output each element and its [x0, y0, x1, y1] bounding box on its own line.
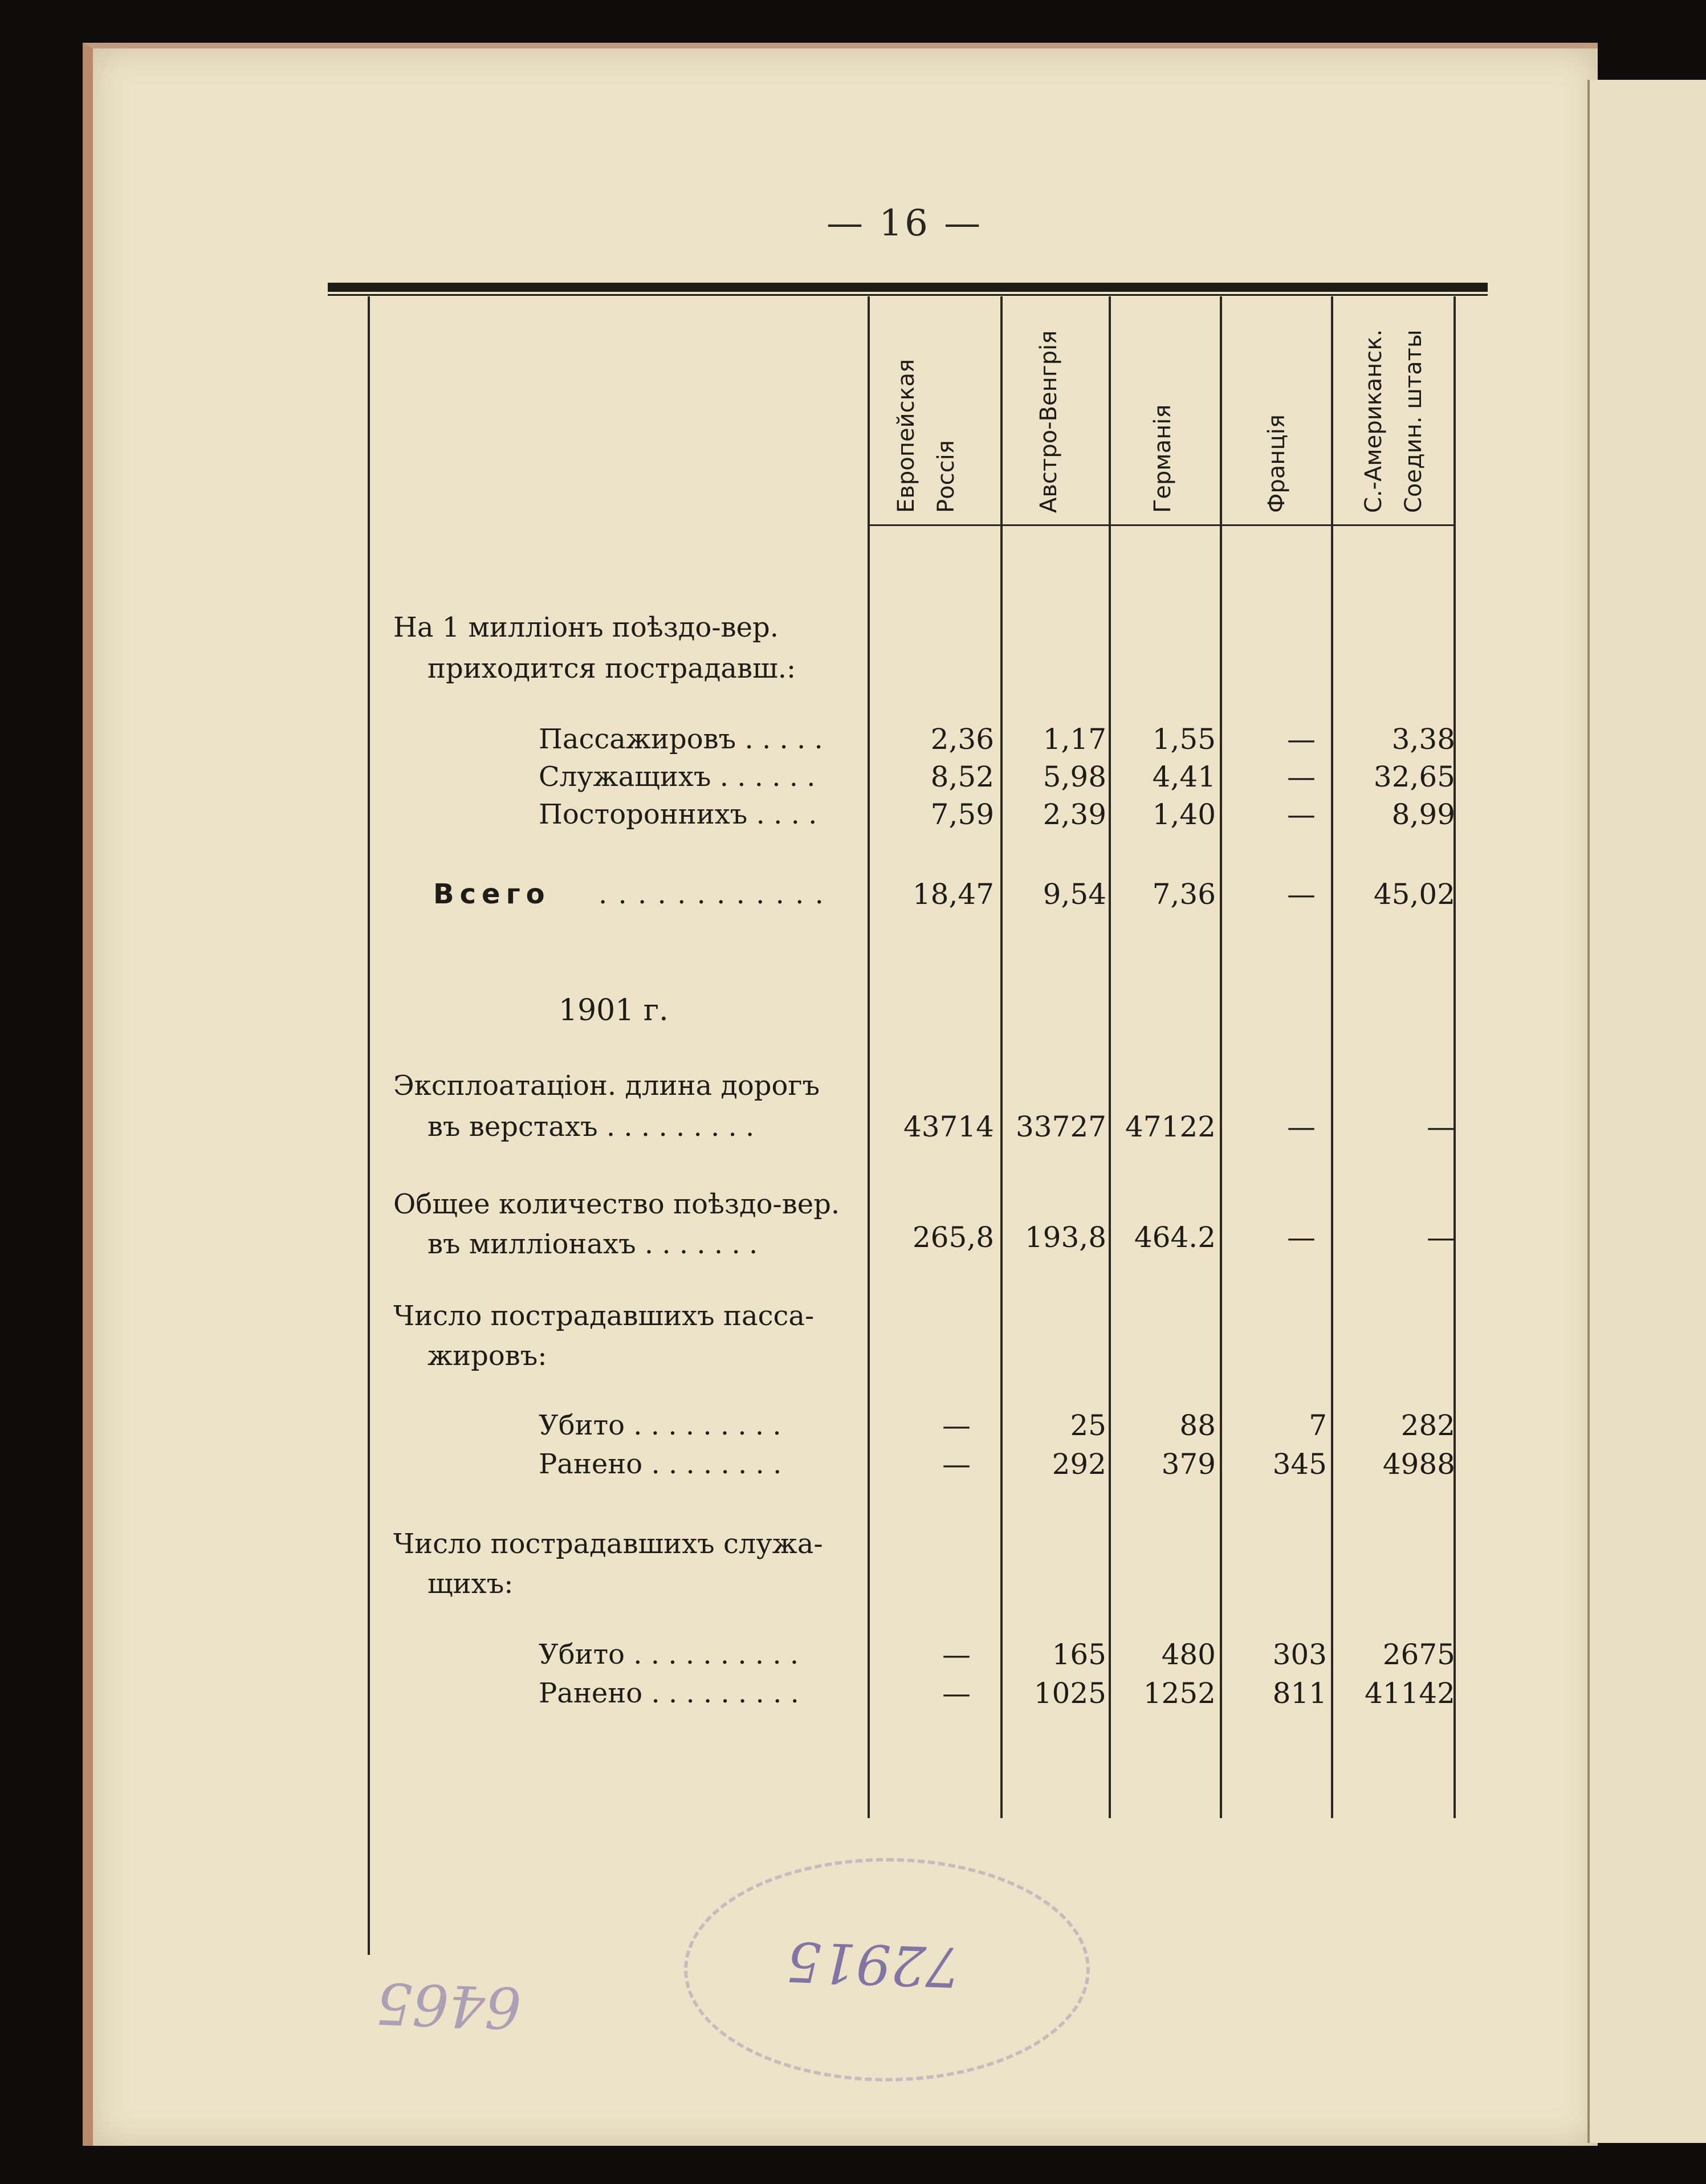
train-versts-label-line1: Общее количество поѣздо-вер.: [393, 1188, 840, 1220]
table-cell: 88: [1179, 1409, 1216, 1442]
table-cell: 8,52: [930, 760, 994, 793]
table-cell: —: [1287, 1221, 1316, 1254]
table-cell: 9,54: [1043, 878, 1106, 911]
passengers-wounded-label: Ранено . . . . . . . .: [539, 1448, 782, 1480]
inventory-mark: 6465: [375, 1969, 523, 2042]
table-cell: —: [942, 1638, 971, 1671]
library-stamp-number: 72915: [785, 1929, 962, 1999]
table-cell: 25: [1070, 1409, 1106, 1442]
table-cell: 5,98: [1043, 760, 1106, 793]
table-cell: 45,02: [1373, 878, 1455, 911]
table-cell: 3,38: [1391, 723, 1455, 756]
total-dots: . . . . . . . . . . . .: [598, 878, 825, 910]
table-cell: —: [1287, 760, 1316, 793]
column-header-united-states: С.-Американск. Соедин. штаты: [1361, 329, 1427, 513]
table-cell: 1,40: [1152, 798, 1216, 831]
table-cell: 379: [1161, 1448, 1216, 1481]
table-cell: 7,59: [930, 798, 994, 831]
section1-heading-line2: приходится пострадавш.:: [427, 653, 796, 684]
table-cell: 292: [1052, 1448, 1106, 1481]
table-left-border: [368, 296, 370, 1955]
total-label: Всего: [433, 878, 551, 910]
table-cell: 32,65: [1373, 760, 1455, 793]
table-cell: 480: [1161, 1638, 1216, 1671]
column-header-austria-hungary: Австро-Венгрія: [1036, 330, 1062, 513]
employees-heading-line1: Число пострадавшихъ служа-: [393, 1528, 823, 1560]
column-header-germany: Германія: [1150, 404, 1176, 513]
table-cell: 1252: [1143, 1677, 1216, 1710]
table-cell: 1,17: [1043, 723, 1106, 756]
table-cell: 345: [1272, 1448, 1327, 1481]
table-cell: 811: [1272, 1677, 1327, 1710]
table-cell: 1025: [1033, 1677, 1106, 1710]
passengers-heading-line1: Число пострадавшихъ пасса-: [393, 1300, 815, 1332]
table-cell: —: [942, 1448, 971, 1481]
table-cell: —: [1287, 798, 1316, 831]
train-versts-label-line2: въ милліонахъ . . . . . . .: [427, 1228, 758, 1260]
table-cell: —: [942, 1409, 971, 1442]
table-cell: 47122: [1125, 1110, 1216, 1143]
table-cell: 193,8: [1024, 1221, 1106, 1254]
table-cell: 2,36: [930, 723, 994, 756]
table-cell: 33727: [1015, 1110, 1106, 1143]
row-label-employees: Служащихъ . . . . . .: [539, 761, 816, 793]
employees-wounded-label: Ранено . . . . . . . . .: [539, 1677, 799, 1709]
passengers-heading-line2: жировъ:: [427, 1340, 547, 1372]
table-cell: 8,99: [1391, 798, 1455, 831]
column-header-european-russia: Европейская Россія: [893, 358, 959, 513]
page-number: — 16 —: [826, 202, 983, 245]
table-cell: —: [1287, 878, 1316, 911]
table-cell: 265,8: [912, 1221, 994, 1254]
table-cell: —: [1287, 723, 1316, 756]
table-cell: 2675: [1382, 1638, 1455, 1671]
table-cell: —: [942, 1677, 971, 1710]
employees-killed-label: Убито . . . . . . . . . .: [539, 1639, 799, 1670]
year-heading: 1901 г.: [559, 993, 669, 1028]
table-cell: 282: [1400, 1409, 1455, 1442]
length-label-line1: Эксплоатаціон. длина дорогъ: [393, 1070, 820, 1102]
table-cell: 4,41: [1152, 760, 1216, 793]
table-cell: 4988: [1382, 1448, 1455, 1481]
table-cell: 18,47: [912, 878, 994, 911]
employees-heading-line2: щихъ:: [427, 1568, 514, 1600]
table-cell: 165: [1052, 1638, 1106, 1671]
table-cell: 41142: [1364, 1677, 1455, 1710]
facing-page-edge: [1587, 80, 1706, 2143]
length-label-line2: въ верстахъ . . . . . . . . .: [427, 1111, 755, 1143]
section1-heading-line1: На 1 милліонъ поѣздо-вер.: [393, 612, 779, 643]
table-cell: 464.2: [1134, 1221, 1216, 1254]
row-label-outsiders: Постороннихъ . . . .: [539, 798, 817, 830]
table-cell: 7: [1309, 1409, 1327, 1442]
row-label-passengers: Пассажировъ . . . . .: [539, 723, 823, 755]
passengers-killed-label: Убито . . . . . . . . .: [539, 1409, 781, 1441]
table-cell: 1,55: [1152, 723, 1216, 756]
table-cell: —: [1427, 1221, 1455, 1254]
table-cell: 2,39: [1043, 798, 1106, 831]
table-cell: 303: [1272, 1638, 1327, 1671]
table-cell: 7,36: [1152, 878, 1216, 911]
table-cell: —: [1427, 1110, 1455, 1143]
table-cell: 43714: [903, 1110, 994, 1143]
column-header-france: Франція: [1264, 414, 1290, 513]
table-cell: —: [1287, 1110, 1316, 1143]
header-bottom-rule: [868, 524, 1456, 526]
